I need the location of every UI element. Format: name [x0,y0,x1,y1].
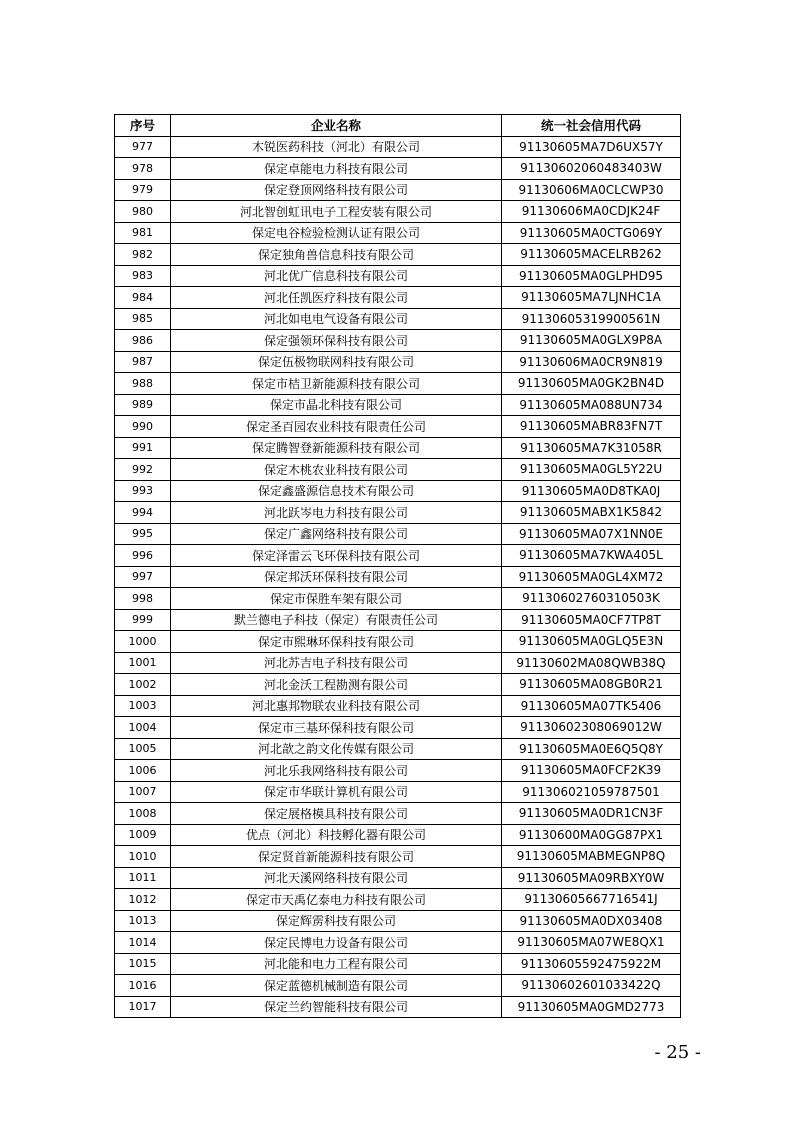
cell-company-name: 河北如电电气设备有限公司 [171,308,502,330]
cell-company-name: 保定市华联计算机有限公司 [171,781,502,803]
table-row [115,609,681,631]
cell-serial-number: 998 [115,588,171,610]
table-row [115,158,681,180]
cell-serial-number: 980 [115,201,171,223]
cell-credit-code: 91130605MA0CTG069Y [502,222,681,244]
cell-company-name: 保定木桃农业科技有限公司 [171,459,502,481]
table-row [115,824,681,846]
cell-serial-number: 984 [115,287,171,309]
cell-serial-number: 981 [115,222,171,244]
cell-serial-number: 1011 [115,867,171,889]
cell-credit-code: 91130605MACELRB262 [502,244,681,266]
cell-company-name: 保定鑫盛源信息技术有限公司 [171,480,502,502]
table-row [115,695,681,717]
table-row [115,910,681,932]
cell-company-name: 河北跃岑电力科技有限公司 [171,502,502,524]
cell-serial-number: 988 [115,373,171,395]
cell-serial-number: 1002 [115,674,171,696]
cell-company-name: 保定广鑫网络科技有限公司 [171,523,502,545]
cell-credit-code: 91130605MA0GL4XM72 [502,566,681,588]
cell-company-name: 保定腾智登新能源科技有限公司 [171,437,502,459]
cell-company-name: 优点（河北）科技孵化器有限公司 [171,824,502,846]
cell-serial-number: 1004 [115,717,171,739]
cell-company-name: 河北惠邦物联农业科技有限公司 [171,695,502,717]
cell-credit-code: 91130605319900561N [502,308,681,330]
table-row [115,459,681,481]
cell-serial-number: 1006 [115,760,171,782]
cell-serial-number: 978 [115,158,171,180]
table-body [115,136,681,1018]
table-row [115,953,681,975]
table-row [115,996,681,1018]
cell-serial-number: 1013 [115,910,171,932]
cell-serial-number: 990 [115,416,171,438]
table-row [115,588,681,610]
cell-serial-number: 1017 [115,996,171,1018]
table-row [115,480,681,502]
header-serial-number: 序号 [115,115,171,137]
cell-credit-code: 91130605MA0FCF2K39 [502,760,681,782]
cell-company-name: 保定展格模具科技有限公司 [171,803,502,825]
cell-credit-code: 91130602060483403W [502,158,681,180]
cell-credit-code: 91130605MA7K31058R [502,437,681,459]
cell-company-name: 保定卓能电力科技有限公司 [171,158,502,180]
cell-company-name: 河北乐我网络科技有限公司 [171,760,502,782]
table-row [115,760,681,782]
cell-company-name: 河北能和电力工程有限公司 [171,953,502,975]
cell-company-name: 保定强领环保科技有限公司 [171,330,502,352]
cell-company-name: 保定独角兽信息科技有限公司 [171,244,502,266]
cell-serial-number: 985 [115,308,171,330]
cell-serial-number: 1000 [115,631,171,653]
cell-company-name: 保定民博电力设备有限公司 [171,932,502,954]
table-header-row [115,115,681,137]
cell-serial-number: 1005 [115,738,171,760]
table-row [115,201,681,223]
cell-serial-number: 1009 [115,824,171,846]
table-row [115,394,681,416]
cell-credit-code: 91130606MA0CLCWP30 [502,179,681,201]
table-row [115,631,681,653]
cell-company-name: 保定邦沃环保科技有限公司 [171,566,502,588]
cell-credit-code: 91130605MA0CF7TP8T [502,609,681,631]
cell-serial-number: 977 [115,136,171,158]
page-number: - 25 - [654,1042,701,1063]
cell-credit-code: 91130605MA7D6UX57Y [502,136,681,158]
cell-credit-code: 91130605MA0DX03408 [502,910,681,932]
cell-serial-number: 1003 [115,695,171,717]
cell-credit-code: 91130605MABR83FN7T [502,416,681,438]
cell-serial-number: 993 [115,480,171,502]
cell-company-name: 河北天溪网络科技有限公司 [171,867,502,889]
cell-company-name: 保定登顶网络科技有限公司 [171,179,502,201]
table-row [115,373,681,395]
cell-company-name: 河北歆之韵文化传媒有限公司 [171,738,502,760]
cell-company-name: 河北苏吉电子科技有限公司 [171,652,502,674]
cell-credit-code: 91130605MABMEGNP8Q [502,846,681,868]
table-row [115,502,681,524]
cell-credit-code: 91130605MA0GMD2773 [502,996,681,1018]
cell-company-name: 保定市熙琳环保科技有限公司 [171,631,502,653]
table-row [115,416,681,438]
cell-credit-code: 91130606MA0CR9N819 [502,351,681,373]
cell-credit-code: 91130605MA0GLQ5E3N [502,631,681,653]
cell-credit-code: 91130605MA0GLPHD95 [502,265,681,287]
cell-credit-code: 91130602308069012W [502,717,681,739]
table-row [115,717,681,739]
table-row [115,738,681,760]
table-row [115,330,681,352]
table-row [115,867,681,889]
company-table [114,114,681,1018]
cell-serial-number: 1012 [115,889,171,911]
table-row [115,308,681,330]
cell-credit-code: 91130605592475922M [502,953,681,975]
cell-serial-number: 991 [115,437,171,459]
table-row [115,287,681,309]
cell-credit-code: 91130605667716541J [502,889,681,911]
cell-credit-code: 91130605MA09RBXY0W [502,867,681,889]
cell-serial-number: 992 [115,459,171,481]
table-row [115,674,681,696]
cell-company-name: 保定市三基环保科技有限公司 [171,717,502,739]
cell-credit-code: 91130602760310503K [502,588,681,610]
table-row [115,265,681,287]
cell-credit-code: 91130605MA07WE8QX1 [502,932,681,954]
cell-credit-code: 91130605MA088UN734 [502,394,681,416]
cell-credit-code: 91130605MA0GLX9P8A [502,330,681,352]
table-row [115,566,681,588]
cell-company-name: 保定蓝德机械制造有限公司 [171,975,502,997]
cell-company-name: 保定泽雷云飞环保科技有限公司 [171,545,502,567]
cell-company-name: 保定圣百园农业科技有限责任公司 [171,416,502,438]
cell-serial-number: 994 [115,502,171,524]
table-row [115,351,681,373]
cell-serial-number: 986 [115,330,171,352]
cell-company-name: 保定市晶北科技有限公司 [171,394,502,416]
cell-credit-code: 91130605MA0GK2BN4D [502,373,681,395]
cell-company-name: 保定市桔卫新能源科技有限公司 [171,373,502,395]
cell-company-name: 保定兰约智能科技有限公司 [171,996,502,1018]
cell-credit-code: 91130605MABX1K5842 [502,502,681,524]
table-row [115,523,681,545]
table-row [115,975,681,997]
cell-credit-code: 91130605MA08GB0R21 [502,674,681,696]
cell-serial-number: 995 [115,523,171,545]
table-row [115,932,681,954]
cell-credit-code: 91130605MA0D8TKA0J [502,480,681,502]
cell-credit-code: 91130602601033422Q [502,975,681,997]
cell-serial-number: 979 [115,179,171,201]
cell-credit-code: 91130600MA0GG87PX1 [502,824,681,846]
cell-credit-code: 91130606MA0CDJK24F [502,201,681,223]
cell-company-name: 河北优广信息科技有限公司 [171,265,502,287]
table-row [115,179,681,201]
table-row [115,545,681,567]
cell-company-name: 保定市保胜车架有限公司 [171,588,502,610]
cell-company-name: 河北任凯医疗科技有限公司 [171,287,502,309]
cell-credit-code: 91130605MA0E6Q5Q8Y [502,738,681,760]
cell-credit-code: 91130605MA0DR1CN3F [502,803,681,825]
cell-company-name: 保定电谷检验检测认证有限公司 [171,222,502,244]
cell-serial-number: 1014 [115,932,171,954]
cell-serial-number: 989 [115,394,171,416]
table-row [115,652,681,674]
cell-company-name: 河北金沃工程勘测有限公司 [171,674,502,696]
cell-serial-number: 1001 [115,652,171,674]
table-row [115,803,681,825]
cell-credit-code: 91130605MA7KWA405L [502,545,681,567]
cell-company-name: 默兰德电子科技（保定）有限责任公司 [171,609,502,631]
cell-company-name: 保定贤首新能源科技有限公司 [171,846,502,868]
cell-company-name: 保定辉雳科技有限公司 [171,910,502,932]
table-row [115,244,681,266]
table-row [115,781,681,803]
cell-credit-code: 91130605MA7LJNHC1A [502,287,681,309]
cell-credit-code: 91130605MA0GL5Y22U [502,459,681,481]
cell-serial-number: 987 [115,351,171,373]
cell-serial-number: 982 [115,244,171,266]
cell-serial-number: 1016 [115,975,171,997]
cell-serial-number: 1010 [115,846,171,868]
table-row [115,222,681,244]
table-row [115,889,681,911]
cell-serial-number: 1008 [115,803,171,825]
header-credit-code: 统一社会信用代码 [502,115,681,137]
cell-credit-code: 911306021059787501 [502,781,681,803]
cell-company-name: 保定伍极物联网科技有限公司 [171,351,502,373]
cell-credit-code: 91130605MA07X1NN0E [502,523,681,545]
table-row [115,437,681,459]
cell-serial-number: 1015 [115,953,171,975]
cell-credit-code: 91130602MA08QWB38Q [502,652,681,674]
cell-serial-number: 1007 [115,781,171,803]
cell-serial-number: 999 [115,609,171,631]
cell-company-name: 保定市天禹亿泰电力科技有限公司 [171,889,502,911]
cell-credit-code: 91130605MA07TK5406 [502,695,681,717]
cell-serial-number: 996 [115,545,171,567]
table-row [115,136,681,158]
header-company-name: 企业名称 [171,115,502,137]
cell-serial-number: 997 [115,566,171,588]
cell-company-name: 河北智创虹讯电子工程安装有限公司 [171,201,502,223]
cell-company-name: 木锐医药科技（河北）有限公司 [171,136,502,158]
table-row [115,846,681,868]
cell-serial-number: 983 [115,265,171,287]
